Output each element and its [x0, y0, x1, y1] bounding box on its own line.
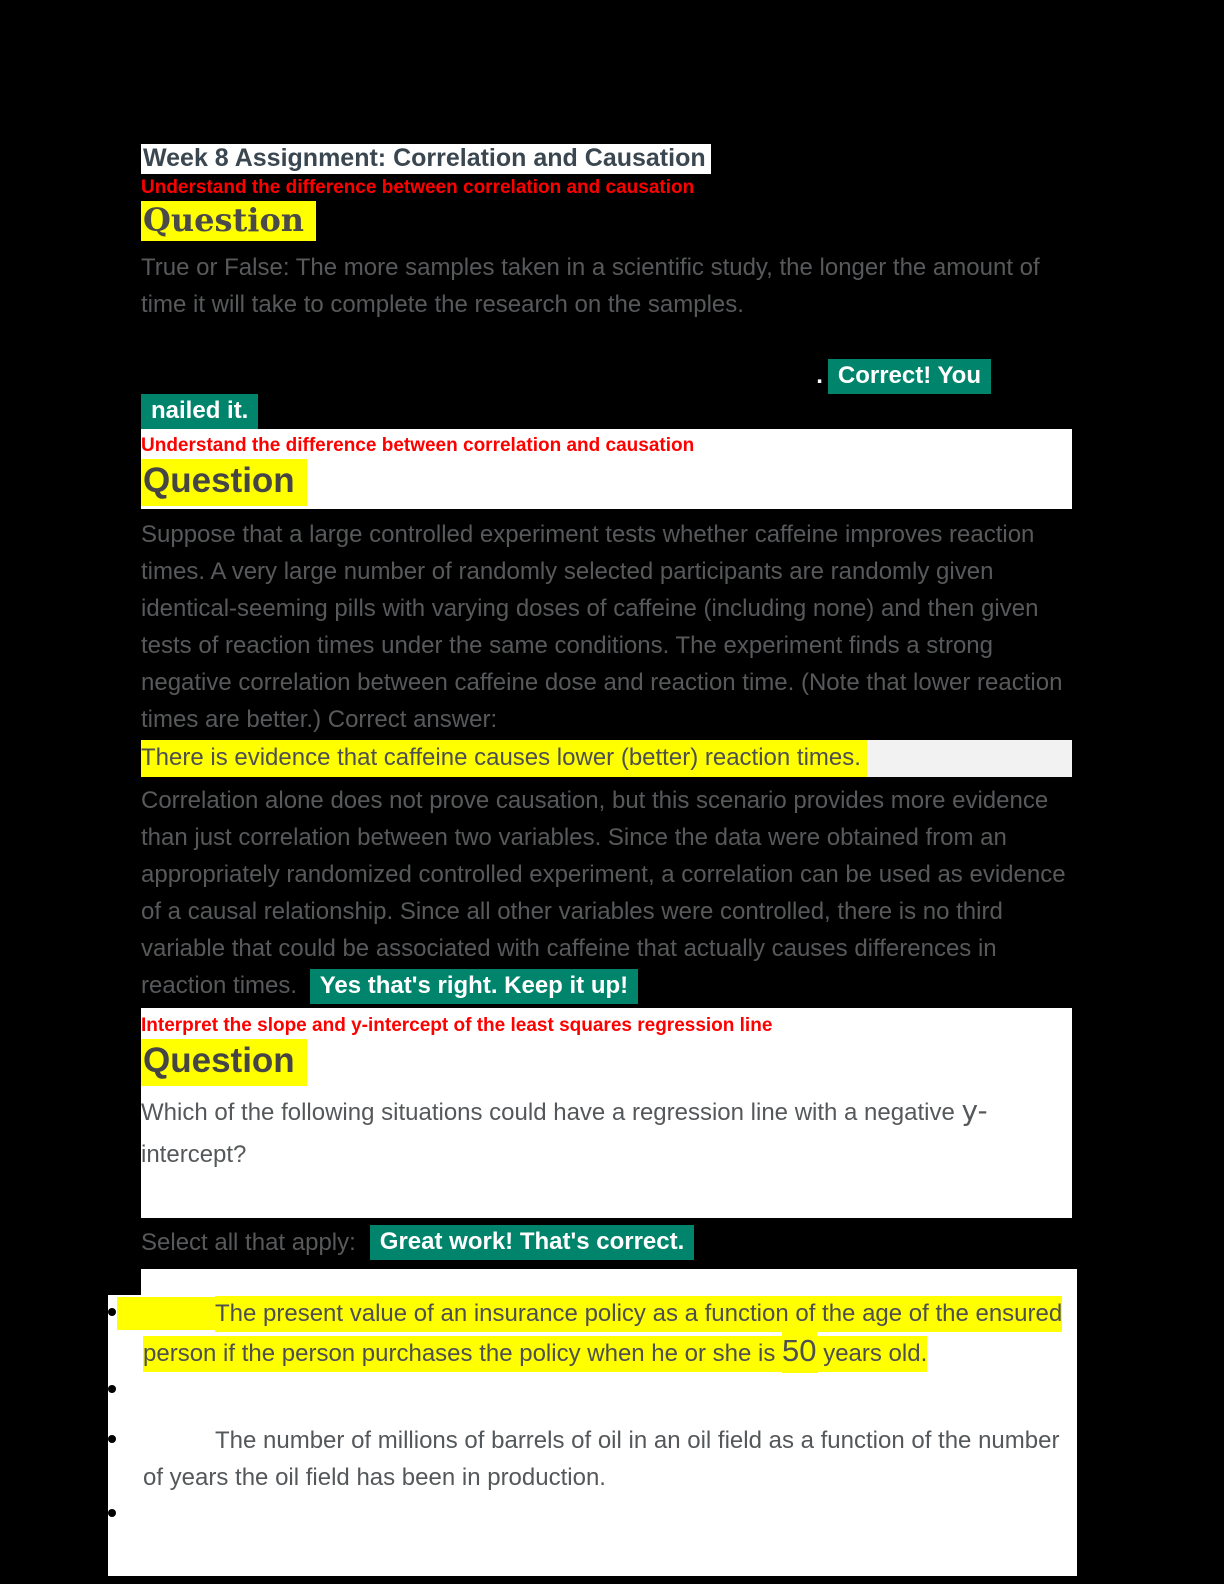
objective-label-q2: Understand the difference between correlation and causation	[141, 435, 695, 456]
option1-number: 50	[782, 1329, 816, 1373]
question3-prompt-before: Which of the following situations could have a regression line with a negative	[141, 1099, 962, 1126]
correct-feedback-badge-2: nailed it.	[141, 394, 258, 429]
option-empty-2	[108, 1496, 1077, 1546]
page-title: Week 8 Assignment: Correlation and Causation	[141, 144, 711, 174]
feedback-period: .	[816, 362, 823, 389]
question1-heading-row	[141, 199, 1072, 241]
question2-prompt: Suppose that a large controlled experiment tests whether caffeine improves reaction times. A very large number of randomly selected participants are randomly given identical-seeming pills with varying doses of caffeine (including none) and then given tests of reaction times under the same conditions. The experiment finds a strong negative correlation between caffeine dose and reaction time. (Note that lower reaction times are better.) Correct answer:	[141, 521, 1063, 733]
title-row	[141, 144, 1072, 174]
answer-options-list	[108, 1295, 1077, 1546]
question2-header-block	[141, 429, 1072, 509]
question3-block	[141, 1008, 1072, 1218]
correct-feedback-badge: Correct! You	[828, 359, 991, 394]
option1-text: The present value of an insurance policy as a function of the age of the ensured person if the person purchases the policy when he or she is	[143, 1296, 1062, 1372]
y-intercept-math-symbol: y-	[961, 1094, 988, 1127]
question2-heading: Question	[141, 459, 307, 506]
answer-options-block	[108, 1269, 1077, 1576]
objective-label-q3: Interpret the slope and y-intercept of the least squares regression line	[141, 1015, 773, 1036]
question3-prompt-after: intercept?	[141, 1141, 247, 1168]
question3-blank-space	[141, 1176, 1072, 1218]
select-all-row	[141, 1218, 1072, 1269]
option-oil-field	[108, 1422, 1077, 1496]
question2-explanation-text: Correlation alone does not prove causation, but this scenario provides more evidence than just correlation between two variables. Since the data were obtained from an appropriately randomized controlled experiment, a correlation can be used as evidence of a causal relationship. Since all other variables were controlled, there is no third variable that could be associated with caffeine that actually causes differences in reaction times.	[141, 787, 1066, 999]
option1-text-end: years old.	[817, 1336, 928, 1372]
select-all-label: Select all that apply:	[141, 1228, 356, 1256]
top-margin	[0, 0, 1224, 144]
option3-text: The number of millions of barrels of oil in an oil field as a function of the number of years the oil field has been in production.	[143, 1427, 1060, 1491]
objective-label-q1: Understand the difference between correlation and causation	[141, 177, 695, 198]
question1-prompt: True or False: The more samples taken in a scientific study, the longer the amount of time it will take to complete the research on the samples.	[141, 254, 1040, 318]
question2-answer-highlight: There is evidence that caffeine causes lower (better) reaction times.	[141, 740, 867, 777]
question2-feedback-badge: Yes that's right. Keep it up!	[310, 969, 638, 1004]
question2-answer-strip	[141, 740, 1072, 777]
question3-feedback-badge: Great work! That's correct.	[370, 1225, 694, 1260]
option-insurance-policy	[108, 1295, 1077, 1372]
question2-explanation	[141, 782, 1072, 1004]
question3-prompt	[141, 1090, 1072, 1176]
highlight-indent-pad	[117, 1297, 215, 1330]
question1-heading: Question	[141, 201, 316, 241]
question3-heading: Question	[141, 1039, 307, 1086]
corner-notch	[108, 1269, 141, 1295]
question1-feedback-row2	[141, 394, 1072, 429]
option-empty-1	[108, 1372, 1077, 1422]
question1-feedback-row	[141, 359, 1072, 394]
